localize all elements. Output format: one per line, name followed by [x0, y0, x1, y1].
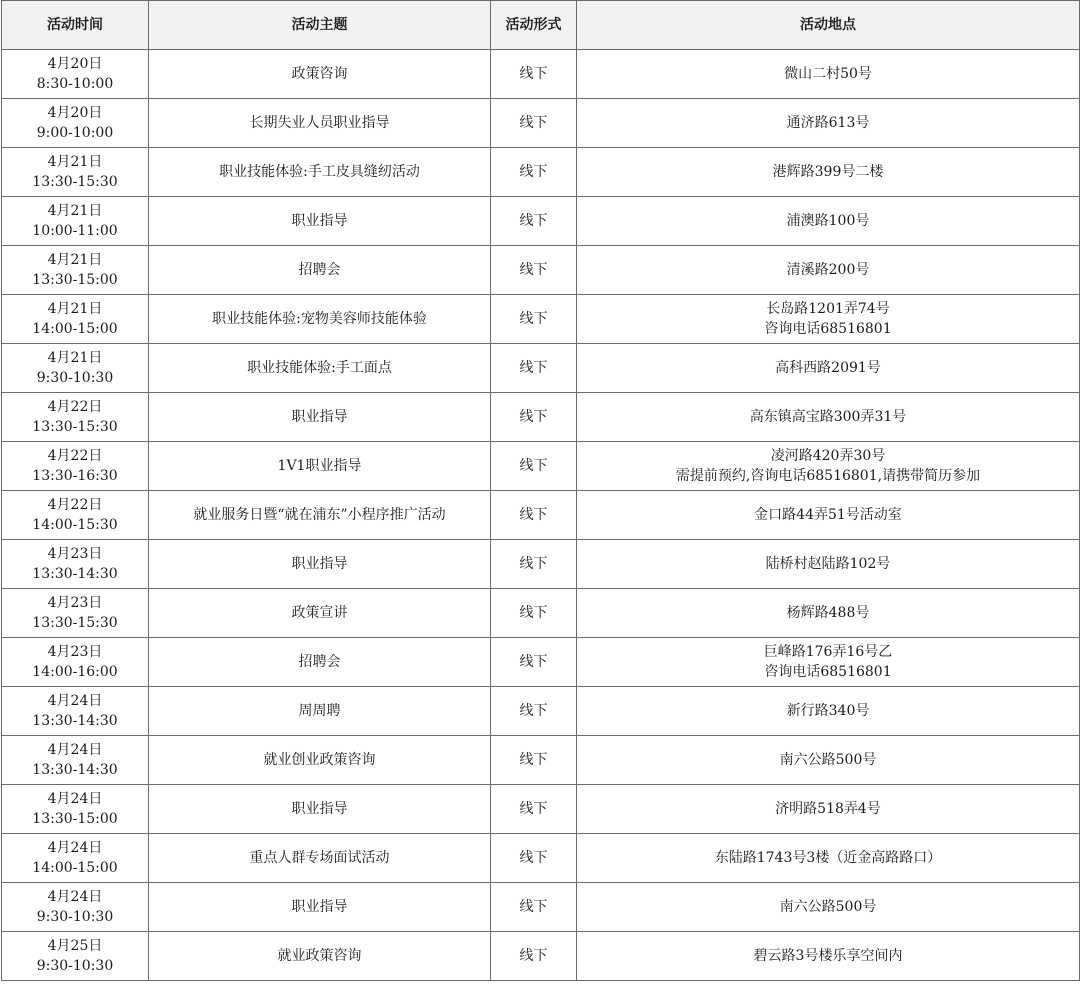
location-line: 通济路613号 — [786, 115, 870, 131]
cell-topic: 职业指导 — [149, 883, 491, 932]
location-line: 高东镇高宝路300弄31号 — [749, 409, 907, 425]
activity-date: 4月21日 — [47, 301, 103, 317]
activity-date: 4月24日 — [47, 791, 103, 807]
cell-format: 线下 — [491, 491, 577, 540]
cell-location — [577, 491, 1080, 540]
cell-time — [2, 834, 149, 883]
cell-format: 线下 — [491, 197, 577, 246]
cell-location — [577, 883, 1080, 932]
activity-time: 8:30-10:00 — [36, 76, 114, 92]
table-row — [2, 932, 1080, 981]
cell-topic: 周周聘 — [149, 687, 491, 736]
cell-time — [2, 491, 149, 540]
table-row — [2, 638, 1080, 687]
cell-location — [577, 344, 1080, 393]
table-row — [2, 442, 1080, 491]
location-line: 清溪路200号 — [786, 262, 870, 278]
location-line: 新行路340号 — [786, 703, 870, 719]
location-line: 济明路518弄4号 — [775, 801, 881, 817]
cell-format: 线下 — [491, 687, 577, 736]
location-line: 南六公路500号 — [779, 752, 877, 768]
activity-date: 4月23日 — [47, 546, 103, 562]
cell-topic: 职业指导 — [149, 540, 491, 589]
cell-time — [2, 197, 149, 246]
table-row — [2, 50, 1080, 99]
activity-time: 13:30-15:00 — [32, 272, 118, 288]
location-line: 杨辉路488号 — [786, 605, 870, 621]
cell-topic: 重点人群专场面试活动 — [149, 834, 491, 883]
cell-time — [2, 99, 149, 148]
cell-topic: 职业指导 — [149, 785, 491, 834]
cell-location — [577, 932, 1080, 981]
cell-topic: 职业技能体验:手工面点 — [149, 344, 491, 393]
cell-location — [577, 540, 1080, 589]
location-line: 港辉路399号二楼 — [772, 164, 884, 180]
cell-format: 线下 — [491, 834, 577, 883]
cell-topic: 1V1职业指导 — [149, 442, 491, 491]
location-line: 咨询电话68516801 — [764, 321, 892, 337]
cell-location — [577, 834, 1080, 883]
table-row — [2, 834, 1080, 883]
activity-time: 13:30-15:30 — [32, 615, 118, 631]
table-row — [2, 540, 1080, 589]
table-row — [2, 785, 1080, 834]
cell-topic: 职业技能体验:宠物美容师技能体验 — [149, 295, 491, 344]
activity-date: 4月20日 — [47, 56, 103, 72]
activity-date: 4月25日 — [47, 938, 103, 954]
table-row — [2, 295, 1080, 344]
activity-date: 4月20日 — [47, 105, 103, 121]
activity-time: 14:00-15:30 — [32, 517, 118, 533]
activity-time: 9:30-10:30 — [36, 958, 114, 974]
location-line: 陆桥村赵陆路102号 — [765, 556, 891, 572]
table-row — [2, 687, 1080, 736]
cell-time — [2, 246, 149, 295]
activity-time: 13:30-15:30 — [32, 174, 118, 190]
header-row — [2, 1, 1080, 50]
cell-time — [2, 785, 149, 834]
cell-topic: 招聘会 — [149, 246, 491, 295]
activity-time: 9:30-10:30 — [36, 909, 114, 925]
cell-location — [577, 687, 1080, 736]
location-line: 高科西路2091号 — [775, 360, 881, 376]
cell-time — [2, 638, 149, 687]
cell-topic: 就业政策咨询 — [149, 932, 491, 981]
table-row — [2, 344, 1080, 393]
activity-date: 4月24日 — [47, 840, 103, 856]
location-line: 巨峰路176弄16号乙 — [763, 644, 893, 660]
activity-time: 9:30-10:30 — [36, 370, 114, 386]
activity-time: 13:30-15:30 — [32, 419, 118, 435]
table-row — [2, 246, 1080, 295]
cell-time — [2, 295, 149, 344]
cell-time — [2, 344, 149, 393]
activity-time: 13:30-14:30 — [32, 713, 118, 729]
cell-format: 线下 — [491, 246, 577, 295]
table-row — [2, 883, 1080, 932]
location-line: 南六公路500号 — [779, 899, 877, 915]
location-line: 咨询电话68516801 — [764, 664, 892, 680]
table-row — [2, 99, 1080, 148]
activity-date: 4月22日 — [47, 497, 103, 513]
location-line: 凌河路420弄30号 — [770, 448, 886, 464]
location-line: 长岛路1201弄74号 — [766, 301, 890, 317]
activity-time: 13:30-15:00 — [32, 811, 118, 827]
table-row — [2, 491, 1080, 540]
activity-time: 9:00-10:00 — [36, 125, 114, 141]
cell-time — [2, 540, 149, 589]
cell-format: 线下 — [491, 589, 577, 638]
cell-location — [577, 50, 1080, 99]
activity-date: 4月22日 — [47, 399, 103, 415]
cell-topic: 职业指导 — [149, 393, 491, 442]
activity-date: 4月22日 — [47, 448, 103, 464]
cell-format: 线下 — [491, 785, 577, 834]
cell-location — [577, 197, 1080, 246]
cell-format: 线下 — [491, 883, 577, 932]
activity-date: 4月21日 — [47, 203, 103, 219]
cell-location — [577, 785, 1080, 834]
cell-format: 线下 — [491, 50, 577, 99]
activity-time: 13:30-14:30 — [32, 762, 118, 778]
activity-date: 4月21日 — [47, 350, 103, 366]
cell-time — [2, 932, 149, 981]
activity-date: 4月21日 — [47, 154, 103, 170]
cell-topic: 就业创业政策咨询 — [149, 736, 491, 785]
table-row — [2, 148, 1080, 197]
cell-location — [577, 148, 1080, 197]
cell-time — [2, 393, 149, 442]
cell-format: 线下 — [491, 344, 577, 393]
cell-format: 线下 — [491, 932, 577, 981]
location-line: 微山二村50号 — [784, 66, 872, 82]
table-row — [2, 589, 1080, 638]
cell-location — [577, 638, 1080, 687]
header-format: 活动形式 — [491, 1, 577, 50]
cell-format: 线下 — [491, 99, 577, 148]
cell-format: 线下 — [491, 442, 577, 491]
table-row — [2, 393, 1080, 442]
cell-time — [2, 687, 149, 736]
activity-time: 14:00-15:00 — [32, 860, 118, 876]
activity-time: 14:00-16:00 — [32, 664, 118, 680]
cell-topic: 政策咨询 — [149, 50, 491, 99]
cell-topic: 招聘会 — [149, 638, 491, 687]
table-body — [2, 50, 1080, 981]
activity-date: 4月24日 — [47, 889, 103, 905]
cell-format: 线下 — [491, 736, 577, 785]
cell-location — [577, 442, 1080, 491]
activity-time: 13:30-16:30 — [32, 468, 118, 484]
cell-format: 线下 — [491, 638, 577, 687]
cell-format: 线下 — [491, 295, 577, 344]
cell-format: 线下 — [491, 148, 577, 197]
header-topic: 活动主题 — [149, 1, 491, 50]
cell-topic: 就业服务日暨“就在浦东”小程序推广活动 — [149, 491, 491, 540]
cell-time — [2, 50, 149, 99]
activity-date: 4月24日 — [47, 742, 103, 758]
cell-location — [577, 393, 1080, 442]
activity-time: 13:30-14:30 — [32, 566, 118, 582]
cell-location — [577, 589, 1080, 638]
header-time: 活动时间 — [2, 1, 149, 50]
cell-time — [2, 148, 149, 197]
table-row — [2, 197, 1080, 246]
location-line: 碧云路3号楼乐享空间内 — [753, 948, 903, 964]
cell-location — [577, 99, 1080, 148]
location-line: 金口路44弄51号活动室 — [754, 507, 902, 523]
cell-topic: 职业指导 — [149, 197, 491, 246]
activity-date: 4月23日 — [47, 644, 103, 660]
activity-date: 4月24日 — [47, 693, 103, 709]
cell-time — [2, 883, 149, 932]
cell-format: 线下 — [491, 540, 577, 589]
header-location: 活动地点 — [577, 1, 1080, 50]
activity-date: 4月23日 — [47, 595, 103, 611]
cell-location — [577, 736, 1080, 785]
cell-format: 线下 — [491, 393, 577, 442]
cell-time — [2, 736, 149, 785]
activity-schedule-table — [1, 0, 1080, 981]
cell-location — [577, 246, 1080, 295]
activity-time: 10:00-11:00 — [32, 223, 118, 239]
cell-topic: 政策宣讲 — [149, 589, 491, 638]
location-line: 浦澳路100号 — [786, 213, 870, 229]
table-row — [2, 736, 1080, 785]
cell-time — [2, 442, 149, 491]
activity-time: 14:00-15:00 — [32, 321, 118, 337]
cell-topic: 职业技能体验:手工皮具缝纫活动 — [149, 148, 491, 197]
cell-topic: 长期失业人员职业指导 — [149, 99, 491, 148]
location-line: 需提前预约,咨询电话68516801,请携带简历参加 — [675, 468, 981, 484]
table-header — [2, 1, 1080, 50]
cell-time — [2, 589, 149, 638]
activity-date: 4月21日 — [47, 252, 103, 268]
location-line: 东陆路1743号3楼（近金高路路口） — [714, 850, 942, 866]
cell-location — [577, 295, 1080, 344]
